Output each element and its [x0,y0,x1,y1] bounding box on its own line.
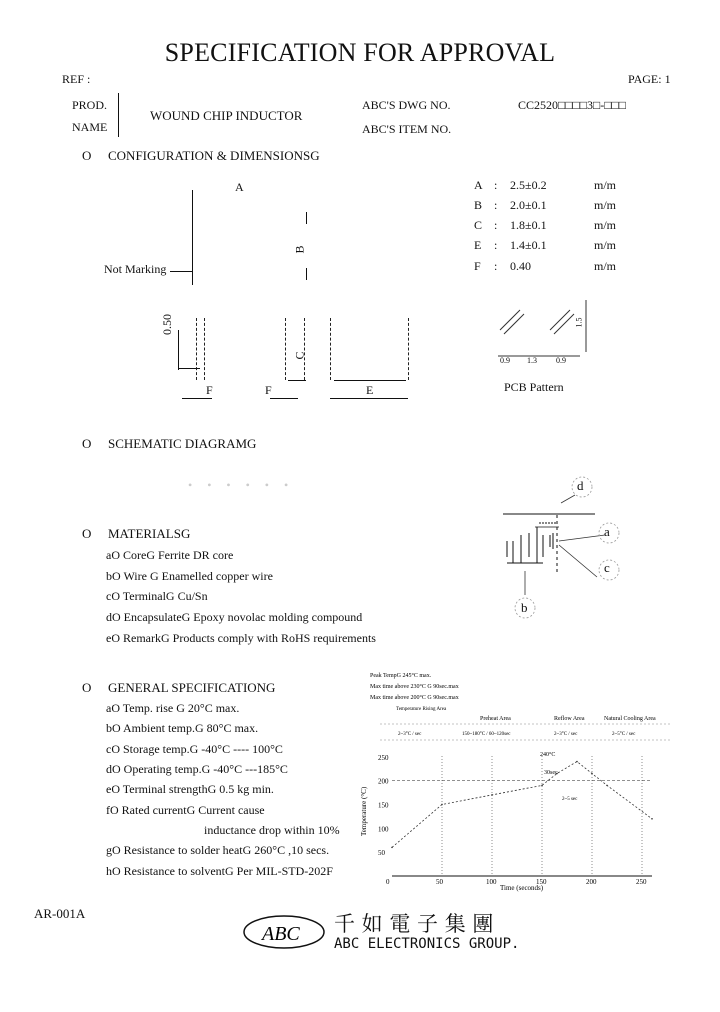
dim-unit: m/m [594,218,617,232]
reflow-profile-line [392,762,652,848]
reflow-profile-chart [350,668,680,896]
zone-rate: 150~180°C / 60~120sec [462,732,511,737]
spec-item: fO Rated currentG Current cause [106,803,265,817]
dim-key: F [474,259,481,273]
header-divider [118,93,119,137]
zone-rate: 2~5°C / sec [612,732,636,737]
e-dim [330,398,408,399]
label-f-left: F [206,383,213,397]
callout-a: a [604,524,610,539]
f-dim-left [182,398,212,399]
dwg-label: ABC'S DWG NO. [362,98,451,112]
left-view-edge-2 [204,318,205,380]
y-axis-label: Temperature (°C) [360,786,368,836]
pcb-dim-3: 0.9 [556,356,566,365]
f-dim-front [270,398,298,399]
material-item: cO TerminalG Cu/Sn [106,589,208,603]
y-tick-label: 250 [378,753,389,762]
chart-title-line: Max time above 230°C G 90sec.max [370,684,459,690]
not-marking-leader [170,271,192,272]
spec-item: cO Storage temp.G -40°C ---- 100°C [106,742,283,756]
label-050: 0.50 [160,314,174,335]
material-item: bO Wire G Enamelled copper wire [106,569,273,583]
chart-title-line: Max time above 200°C G 90sec.max [370,695,459,701]
front-view-edge-1 [285,318,286,380]
company-chinese: 千 如 電 子 集 團 [334,912,494,936]
material-section-drawing [495,475,635,620]
x-tick-label: 150 [536,878,547,886]
material-item: aO CoreG Ferrite DR core [106,548,234,562]
body-left-edge [192,190,193,285]
spec-item: hO Resistance to solventG Per MIL-STD-202F [106,864,333,878]
zone-rate: 2~3°C / sec [398,732,422,737]
reflow-profile-point [591,773,593,775]
x-tick-label: 0 [386,878,390,886]
dim-key: B [474,198,483,212]
dwg-value: CC2520□□□□3□-□□□ [518,98,626,112]
annotation-mid: 30sec [544,770,558,776]
y-tick-label: 100 [378,825,389,834]
page-label: PAGE: 1 [628,72,671,86]
label-f-front: F [265,383,272,397]
pcb-height: 1.5 [574,317,584,328]
front-view-edge-3 [330,318,331,380]
material-item: eO RemarkG Products comply with RoHS requirements [106,631,376,645]
x-tick-label: 250 [636,878,647,886]
item-label: ABC'S ITEM NO. [362,122,452,136]
callout-b: b [521,600,528,615]
reflow-profile-point [606,785,608,787]
logo-text: ABC [262,923,300,945]
dim-sep: : [494,238,498,252]
reflow-profile-point [651,818,653,820]
materials-bullet: O [82,526,92,541]
not-marking-label: Not Marking [104,262,167,276]
annotation-low: 2~5 sec [562,797,578,802]
dim-key: A [474,178,483,192]
reflow-profile-point [576,761,578,763]
ref-label: REF : [62,72,91,86]
dim-unit: m/m [594,198,617,212]
b-tick-bottom [306,268,307,280]
document-title: SPECIFICATION FOR APPROVAL [164,38,556,67]
general-bullet: O [82,680,92,695]
y-tick-label: 200 [378,777,389,786]
dim-value: 1.8±0.1 [510,218,547,232]
reflow-profile-point [491,794,493,796]
chart-title-line: Peak TempG 245°C max. [370,673,432,679]
reflow-profile-point [441,804,443,806]
config-bullet: O [82,148,92,163]
product-name: WOUND CHIP INDUCTOR [150,108,303,123]
dim-value: 1.4±0.1 [510,238,547,252]
spec-item: aO Temp. rise G 20°C max. [106,701,240,715]
schematic-bullet: O [82,436,92,451]
dim-sep: : [494,259,498,273]
reflow-profile-point [541,785,543,787]
doc-code: AR-001A [34,906,86,921]
label-c: C [292,351,307,360]
dim-value: 2.5±0.2 [510,178,547,192]
spec-item: dO Operating temp.G -40°C ---185°C [106,762,288,776]
reflow-profile-point [391,847,393,849]
label-e: E [366,383,374,397]
c-base-right [334,380,406,381]
left-view-edge-1 [196,318,197,380]
spec-item-continued: inductance drop within 10% [204,823,340,837]
zone-label: Natural Cooling Area [604,716,656,722]
zone-rate: 2~3°C / sec [554,732,578,737]
pcb-dim-1: 0.9 [500,356,510,365]
dim-unit: m/m [594,178,617,192]
label-b: B [292,245,307,254]
callout-c: c [604,560,610,575]
dim-050-line [178,330,179,370]
dim-sep: : [494,218,498,232]
annotation-peak: 240°C [540,752,556,758]
front-view-edge-2 [304,318,305,380]
company-english: ABC ELECTRONICS GROUP. [334,936,520,952]
config-title: CONFIGURATION & DIMENSIONSG [108,148,320,163]
schematic-symbol: • • • • • • [188,478,295,492]
dim-sep: : [494,178,498,192]
general-title: GENERAL SPECIFICATIONG [108,680,276,695]
dim-unit: m/m [594,259,617,273]
callout-d: d [577,478,584,493]
dim-key: E [474,238,482,252]
dim-unit: m/m [594,238,617,252]
dim-value: 2.0±0.1 [510,198,547,212]
b-tick-top [306,212,307,224]
spec-item: eO Terminal strengthG 0.5 kg min. [106,782,274,796]
spec-item: gO Resistance to solder heatG 260°C ,10 secs. [106,843,330,857]
zone-header: Temperature Rising Area [396,707,447,712]
label-a: A [235,180,244,194]
prod-label: PROD. [72,98,108,112]
dim-sep: : [494,198,498,212]
name-label: NAME [72,120,108,134]
zone-label: Preheat Area [480,716,511,722]
pcb-label: PCB Pattern [504,380,564,394]
spec-item: bO Ambient temp.G 80°C max. [106,721,259,735]
materials-title: MATERIALSG [108,526,191,541]
c-base-left [288,380,306,381]
dim-value: 0.40 [510,259,531,273]
material-item: dO EncapsulateG Epoxy novolac molding compound [106,610,363,624]
front-view-edge-4 [408,318,409,380]
dim-key: C [474,218,483,232]
x-axis-label: Time (seconds) [500,884,544,892]
pcb-dim-2: 1.3 [527,356,537,365]
x-tick-label: 50 [436,878,443,886]
abc-logo [240,910,330,954]
left-view-base [178,368,200,369]
schematic-title: SCHEMATIC DIAGRAMG [108,436,257,451]
x-tick-label: 200 [586,878,597,886]
y-tick-label: 150 [378,801,389,810]
zone-label: Reflow Area [554,716,585,722]
y-tick-label: 50 [378,849,385,858]
x-tick-label: 100 [486,878,497,886]
